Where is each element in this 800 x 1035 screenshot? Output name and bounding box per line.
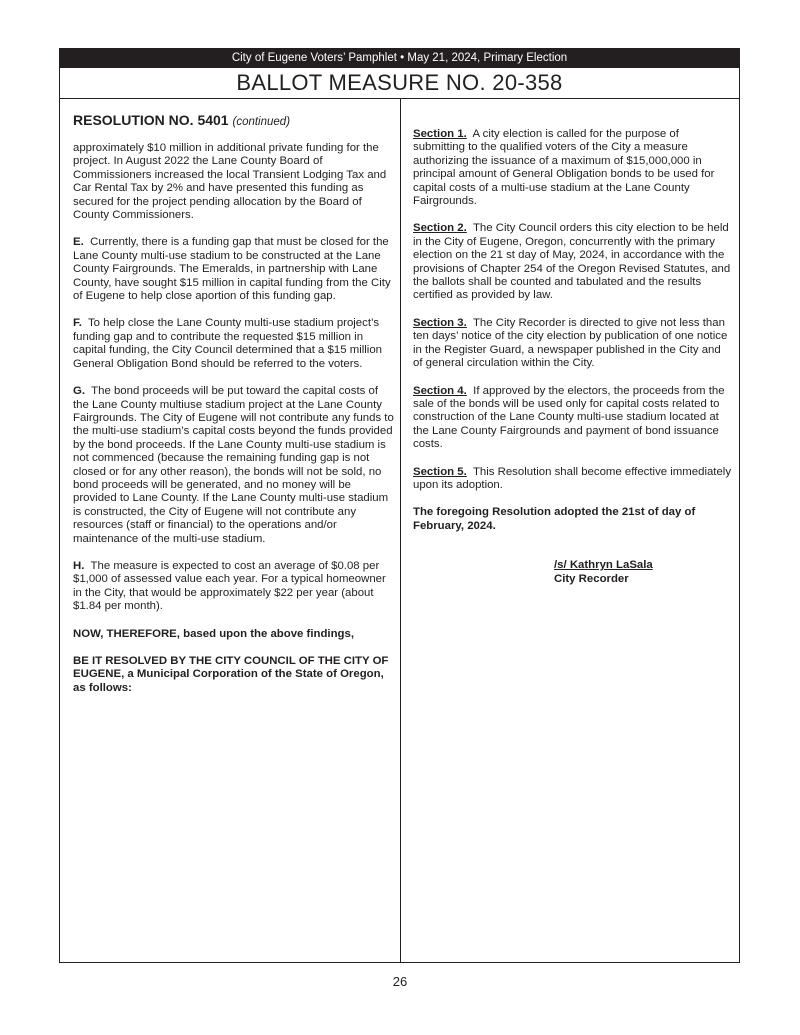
- adoption-statement: The foregoing Resolution adopted the 21st of day of February, 2024.: [413, 506, 696, 532]
- finding-h-text: The measure is expected to cost an average of $0.08 per $1,000 of assessed value each year. For a typical homeowner in the City, that would be approximately $22 per year (about $1.84 per month).: [73, 559, 386, 613]
- finding-g-text: The bond proceeds will be put toward the capital costs of the Lane County multiuse stadium project at the Lane County Fairgrounds. The City of Eugene will not contribute any funds to the multi-use stadium’s capital costs beyond the funds provided by the bond proceeds. If the Lane County multi-use stadium is not commenced (because the remaining funding gap is not closed or for any other reason), the bonds will not be sold, no bond proceeds will be generated, and no money will be provided to Lane County. If the Lane County multi-use stadium is constructed, the City of Eugene will not contribute any resources (staff or financial) to the operations and/or maintenance of the multi-use stadium.: [73, 385, 394, 545]
- left-column: [73, 112, 395, 709]
- content-columns: [60, 99, 739, 962]
- page-number: 26: [392, 974, 408, 989]
- section-4-label: Section 4.: [413, 384, 467, 397]
- section-2-label: Section 2.: [413, 222, 467, 235]
- section-2: [413, 222, 733, 302]
- section-1-label: Section 1.: [413, 128, 467, 140]
- signature: /s/ Kathryn LaSala: [554, 559, 653, 572]
- finding-f-text: To help close the Lane County multi-use stadium project’s funding gap and to contribute the requested $15 million in capital funding, the City Council determined that a $15 million General Obligation Bond should be referred to the voters.: [73, 317, 382, 370]
- section-1: [413, 128, 733, 208]
- intro-paragraph: approximately $10 million in additional private funding for the project. In August 2022 the Lane County Board of Commissioners increased the local Transient Lodging Tax and Car Rental Tax by 2% and have presented this funding as secured for the project pending allocation by the Board of County Commissioners.: [73, 142, 387, 222]
- section-3: [413, 317, 733, 371]
- finding-f: [73, 317, 395, 371]
- finding-e-label: E.: [73, 236, 84, 249]
- finding-e: [73, 236, 395, 303]
- finding-h-label: H.: [73, 559, 85, 572]
- resolution-number: RESOLUTION NO. 5401: [73, 112, 229, 128]
- section-5-label: Section 5.: [413, 465, 467, 478]
- section-4: [413, 385, 733, 452]
- measure-title: BALLOT MEASURE NO. 20-358: [60, 68, 739, 99]
- now-therefore: NOW, THEREFORE, based upon the above findings,: [73, 627, 354, 640]
- right-column: [413, 128, 733, 586]
- finding-f-label: F.: [73, 317, 82, 330]
- section-1-text: A city election is called for the purpose of submitting to the qualified voters of the City a measure authorizing the issuance of a maximum of $15,000,000 in principal amount of General Obligation bonds to be used for capital costs of a multi-use stadium at the Lane County Fairgrounds.: [413, 128, 715, 208]
- section-3-text: The City Recorder is directed to give not less than ten days’ notice of the city election by publication of one notice in the Register Guard, a newspaper published in the City and of general circulation within the City.: [413, 316, 728, 370]
- finding-h: [73, 560, 395, 614]
- section-5: [413, 466, 733, 493]
- continued-label: (continued): [232, 116, 291, 128]
- pamphlet-header-bar: City of Eugene Voters’ Pamphlet • May 21, 2024, Primary Election: [60, 49, 739, 68]
- column-divider: [400, 99, 401, 962]
- signature-block: [554, 559, 733, 586]
- finding-e-text: Currently, there is a funding gap that must be closed for the Lane County multi-use stadium to be constructed at the Lane County Fairgrounds. The Emeralds, in partnership with Lane County, have sought $15 million in capital funding from the City of Eugene to help close aportion of this funding gap.: [73, 236, 391, 303]
- be-it-resolved: BE IT RESOLVED BY THE CITY COUNCIL OF THE CITY OF EUGENE, a Municipal Corporation of the State of Oregon, as follows:: [73, 655, 389, 694]
- signer-title: City Recorder: [554, 572, 629, 585]
- section-4-text: If approved by the electors, the proceeds from the sale of the bonds will be used only for capital costs related to construction of the Lane County multi-use stadium located at the Lane County Fairgrounds and payment of bond issuance costs.: [413, 384, 725, 451]
- page-frame: [59, 48, 740, 963]
- section-5-text: This Resolution shall become effective immediately upon its adoption.: [413, 465, 732, 491]
- section-3-label: Section 3.: [413, 316, 467, 329]
- finding-g: [73, 385, 395, 546]
- finding-g-label: G.: [73, 385, 86, 398]
- section-2-text: The City Council orders this city election to be held in the City of Eugene, Oregon, concurrently with the primary election on the 21 st day of May, 2024, in accordance with the provisions of Chapter 254 of the Oregon Revised Statutes, and the ballots shall be counted and tabulated and the results certified as provided by law.: [413, 222, 731, 302]
- resolution-heading: [73, 112, 395, 128]
